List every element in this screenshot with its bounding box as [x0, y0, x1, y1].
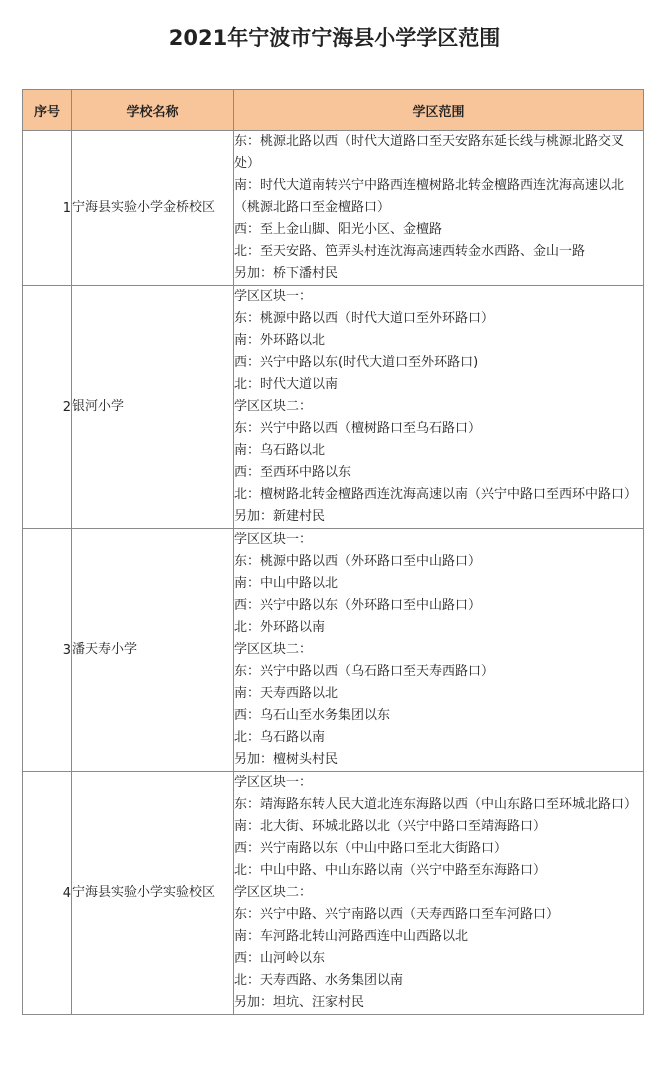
range-line: 北：檀树路北转金檀路西连沈海高速以南（兴宁中路口至西环中路口）: [234, 487, 638, 502]
range-line: 学区区块一：: [234, 532, 313, 547]
district-range: [234, 286, 644, 529]
table-row: [23, 286, 644, 529]
page-title: 2021年宁波市宁海县小学学区范围: [168, 26, 501, 50]
district-range: [234, 772, 644, 1015]
range-line: 北：时代大道以南: [234, 377, 339, 392]
table-row: [23, 772, 644, 1015]
range-line: 东：桃源中路以西（时代大道口至外环路口）: [234, 311, 495, 326]
district-range: [234, 131, 644, 286]
range-line: 北：乌石路以南: [234, 730, 326, 745]
range-line: 北：中山中路、中山东路以南（兴宁中路至东海路口）: [234, 863, 547, 878]
range-line: 东：桃源北路以西（时代大道路口至天安路东延长线与桃源北路交叉处）: [234, 134, 625, 171]
range-line: 西：兴宁南路以东（中山中路口至北大街路口）: [234, 841, 508, 856]
range-line: 南：天寿西路以北: [234, 686, 339, 701]
header-range: 学区范围: [234, 90, 644, 131]
range-line: 学区区块二：: [234, 399, 313, 414]
range-line: 北：至天安路、笆弄头村连沈海高速西转金水西路、金山一路: [234, 244, 586, 259]
range-line: 北：外环路以南: [234, 620, 326, 635]
row-number: 2: [23, 286, 72, 529]
range-line: 东：桃源中路以西（外环路口至中山路口）: [234, 554, 482, 569]
row-number: 1: [23, 131, 72, 286]
school-name: 宁海县实验小学实验校区: [72, 772, 234, 1015]
range-line: 另加：檀树头村民: [234, 752, 339, 767]
district-range: [234, 529, 644, 772]
school-name: 宁海县实验小学金桥校区: [72, 131, 234, 286]
table-body: [23, 131, 644, 1015]
header-num: 序号: [23, 90, 72, 131]
range-line: 西：至西环中路以东: [234, 465, 352, 480]
range-line: 学区区块二：: [234, 642, 313, 657]
school-name: 潘天寿小学: [72, 529, 234, 772]
range-line: 南：外环路以北: [234, 333, 326, 348]
row-number: 4: [23, 772, 72, 1015]
range-line: 学区区块一：: [234, 775, 313, 790]
range-line: 西：兴宁中路以东(时代大道口至外环路口): [234, 355, 479, 370]
range-line: 南：时代大道南转兴宁中路西连檀树路北转金檀路西连沈海高速以北（桃源北路口至金檀路口）: [234, 178, 625, 215]
range-line: 西：至上金山脚、阳光小区、金檀路: [234, 222, 443, 237]
range-line: 东：兴宁中路以西（檀树路口至乌石路口）: [234, 421, 482, 436]
range-line: 西：兴宁中路以东（外环路口至中山路口）: [234, 598, 482, 613]
table-row: [23, 131, 644, 286]
school-name: 银河小学: [72, 286, 234, 529]
range-line: 东：兴宁中路以西（乌石路口至天寿西路口）: [234, 664, 495, 679]
range-line: 北：天寿西路、水务集团以南: [234, 973, 404, 988]
row-number: 3: [23, 529, 72, 772]
range-line: 西：乌石山至水务集团以东: [234, 708, 391, 723]
range-line: 南：乌石路以北: [234, 443, 326, 458]
table-header-row: [23, 90, 644, 131]
range-line: 另加：桥下潘村民: [234, 266, 339, 281]
range-line: 东：兴宁中路、兴宁南路以西（天寿西路口至车河路口）: [234, 907, 560, 922]
range-line: 南：车河路北转山河路西连中山西路以北: [234, 929, 469, 944]
header-school: 学校名称: [72, 90, 234, 131]
range-line: 学区区块一：: [234, 289, 313, 304]
range-line: 另加：新建村民: [234, 509, 326, 524]
range-line: 东：靖海路东转人民大道北连东海路以西（中山东路口至环城北路口）: [234, 797, 638, 812]
school-district-table: [22, 89, 644, 1015]
range-line: 西：山河岭以东: [234, 951, 326, 966]
range-line: 南：北大街、环城北路以北（兴宁中路口至靖海路口）: [234, 819, 547, 834]
range-line: 另加：坦坑、汪家村民: [234, 995, 365, 1010]
table-row: [23, 529, 644, 772]
range-line: 南：中山中路以北: [234, 576, 339, 591]
range-line: 学区区块二：: [234, 885, 313, 900]
